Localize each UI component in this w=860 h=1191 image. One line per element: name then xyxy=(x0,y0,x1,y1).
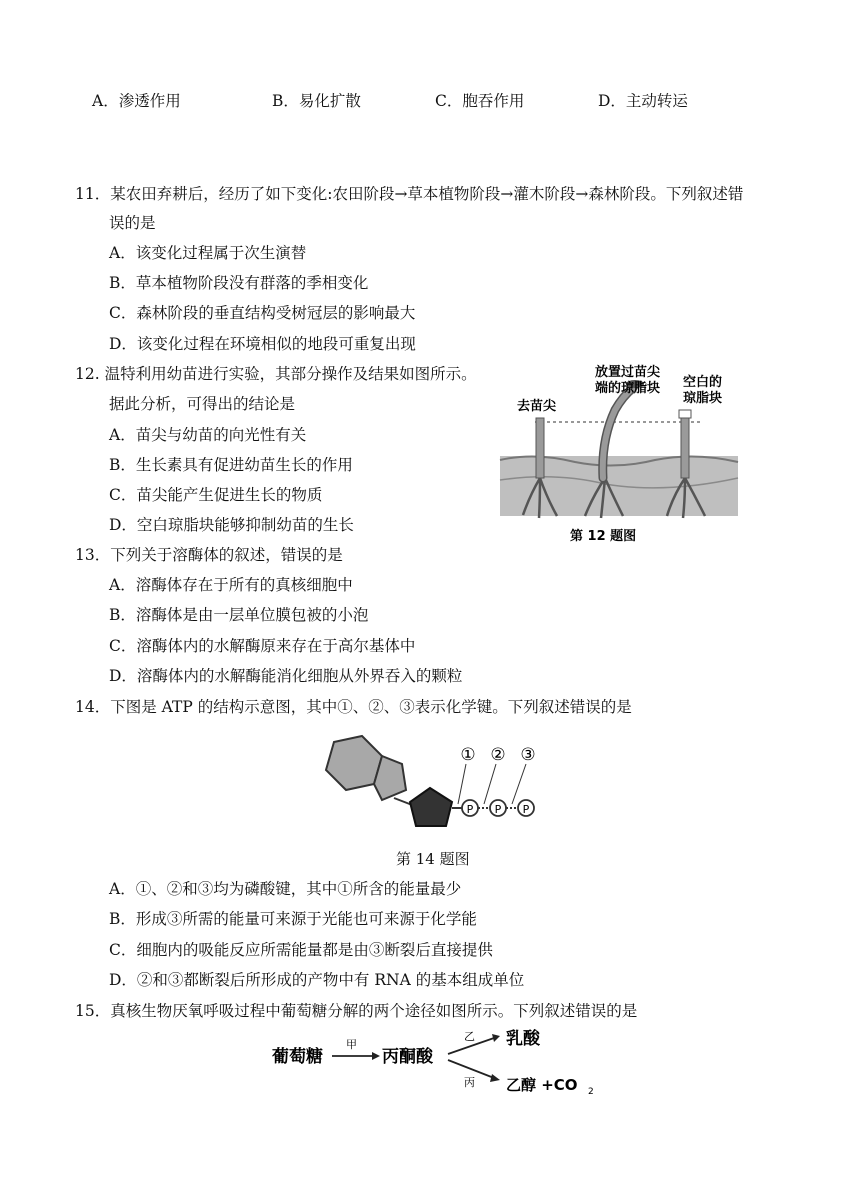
q12-stem-line2: 据此分析，可得出的结论是 xyxy=(109,395,296,413)
q12-figure-caption: 第 12 题图 xyxy=(570,529,637,544)
q14-bond-1: ① xyxy=(460,745,476,765)
q10-option-b: B．易化扩散 xyxy=(272,92,361,110)
q15-subscript-2: 2 xyxy=(588,1087,594,1097)
q15-glucose: 葡萄糖 xyxy=(272,1047,323,1067)
q12-label-left: 去苗尖 xyxy=(517,399,557,414)
q12-stem-line1: 12. 温特利用幼苗进行实验，其部分操作及结果如图所示。 xyxy=(75,365,477,383)
q12-label-right-1: 空白的 xyxy=(683,375,723,390)
q15-ethanol-co2: 乙醇 +CO xyxy=(506,1076,578,1094)
q14-option-c: C．细胞内的吸能反应所需能量都是由③断裂后直接提供 xyxy=(109,941,493,959)
q12-option-d: D．空白琼脂块能够抑制幼苗的生长 xyxy=(109,516,354,534)
q12-figure xyxy=(495,360,745,550)
q11-option-b: B．草本植物阶段没有群落的季相变化 xyxy=(109,274,369,292)
q12-option-a: A．苗尖与幼苗的向光性有关 xyxy=(109,426,307,444)
q14-figure xyxy=(312,728,552,834)
q10-option-a: A．渗透作用 xyxy=(92,92,181,110)
q14-bond-2: ② xyxy=(490,745,506,765)
q14-stem: 14．下图是 ATP 的结构示意图，其中①、②、③表示化学键。下列叙述错误的是 xyxy=(75,698,632,716)
q11-option-a: A．该变化过程属于次生演替 xyxy=(109,244,307,262)
q10-option-d: D．主动转运 xyxy=(598,92,688,110)
q13-option-c: C．溶酶体内的水解酶原来存在于高尔基体中 xyxy=(109,637,416,655)
q12-option-c: C．苗尖能产生促进生长的物质 xyxy=(109,486,323,504)
q13-option-d: D．溶酶体内的水解酶能消化细胞从外界吞入的颗粒 xyxy=(109,667,463,685)
q11-stem-line1: 11．某农田弃耕后，经历了如下变化:农田阶段→草本植物阶段→灌木阶段→森林阶段。下列叙述错 xyxy=(75,185,744,203)
q14-phosphate-2: P xyxy=(494,803,502,816)
q11-option-c: C．森林阶段的垂直结构受树冠层的影响最大 xyxy=(109,304,416,322)
q14-bond-3: ③ xyxy=(520,745,536,765)
q15-stem: 15．真核生物厌氧呼吸过程中葡萄糖分解的两个途径如图所示。下列叙述错误的是 xyxy=(75,1002,638,1020)
q14-phosphate-1: P xyxy=(466,803,474,816)
q11-option-d: D．该变化过程在环境相似的地段可重复出现 xyxy=(109,335,416,353)
q13-option-b: B．溶酶体是由一层单位膜包被的小泡 xyxy=(109,606,369,624)
q12-label-right-2: 琼脂块 xyxy=(683,391,723,406)
q14-phosphate-3: P xyxy=(522,803,530,816)
q15-label-jia: 甲 xyxy=(346,1038,357,1051)
q12-label-mid-2: 端的琼脂块 xyxy=(595,381,661,396)
q10-option-c: C．胞吞作用 xyxy=(435,92,525,110)
q15-label-yi: 乙 xyxy=(464,1030,475,1043)
q12-option-b: B．生长素具有促进幼苗生长的作用 xyxy=(109,456,353,474)
q14-option-a: A．①、②和③均为磷酸键，其中①所含的能量最少 xyxy=(109,880,462,898)
q14-option-d: D．②和③都断裂后所形成的产物中有 RNA 的基本组成单位 xyxy=(109,971,525,989)
q12-label-mid-1: 放置过苗尖 xyxy=(595,365,661,380)
q14-option-b: B．形成③所需的能量可来源于光能也可来源于化学能 xyxy=(109,910,477,928)
q11-stem-line2: 误的是 xyxy=(109,214,156,232)
q15-pathway-figure xyxy=(268,1028,598,1100)
q13-stem: 13．下列关于溶酶体的叙述，错误的是 xyxy=(75,546,343,564)
q15-lactic-acid: 乳酸 xyxy=(506,1029,540,1049)
q13-option-a: A．溶酶体存在于所有的真核细胞中 xyxy=(109,576,353,594)
q15-label-bing: 丙 xyxy=(464,1076,475,1089)
q14-figure-caption: 第 14 题图 xyxy=(396,850,470,868)
q15-pyruvate: 丙酮酸 xyxy=(382,1047,433,1067)
